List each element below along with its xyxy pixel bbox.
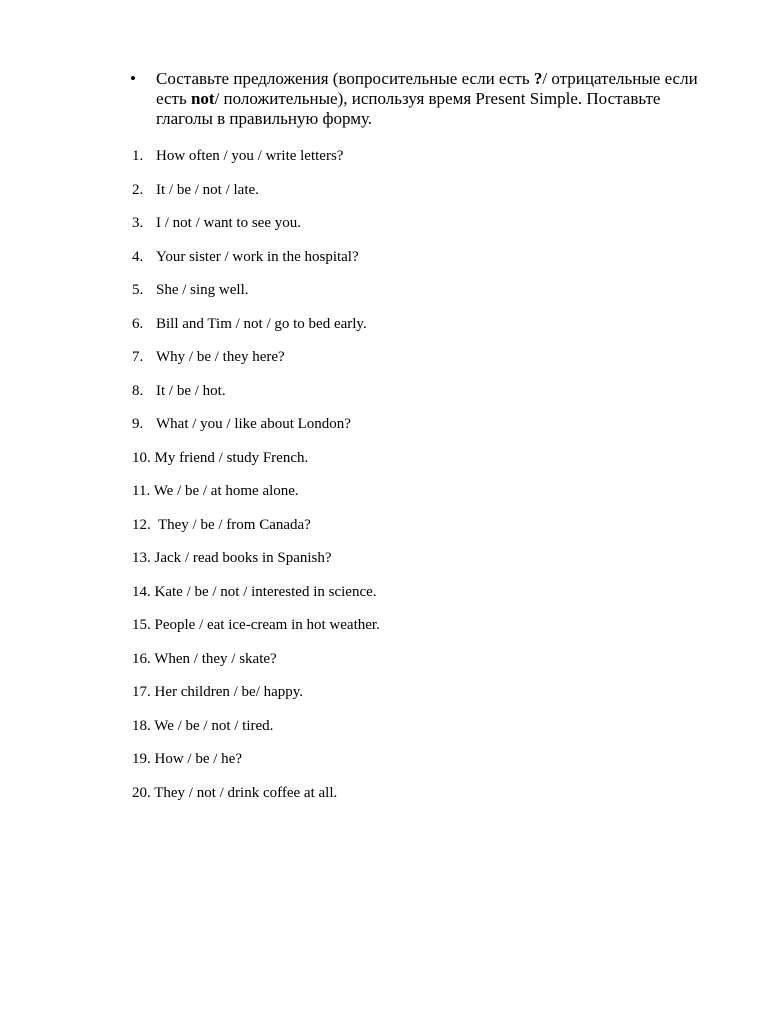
- task-text: When / they / skate?: [154, 650, 277, 667]
- task-text: How often / you / write letters?: [156, 148, 344, 164]
- task-number: 19.: [132, 751, 151, 767]
- task-item: [132, 381, 732, 415]
- task-item: [132, 314, 732, 348]
- task-text: How / be / he?: [154, 751, 242, 767]
- task-item: [132, 146, 732, 180]
- task-item: [132, 749, 732, 783]
- task-item: [132, 615, 732, 649]
- task-text: Bill and Tim / not / go to bed early.: [156, 315, 367, 332]
- task-text: Jack / read books in Spanish?: [154, 550, 332, 566]
- instruction-text: [156, 69, 710, 129]
- task-list: [132, 146, 732, 816]
- instruction-part-1: Составьте предложения (вопросительные если есть: [156, 69, 534, 88]
- question-mark-bold: ?: [533, 69, 543, 88]
- task-item: [132, 347, 732, 381]
- task-number: 6.: [132, 315, 144, 332]
- instruction-part-3: / положительные), используя время Present Simple. Поставьте глаголы в правильную форму.: [156, 89, 661, 128]
- task-number: 9.: [132, 416, 144, 432]
- task-item: [132, 481, 732, 515]
- bullet-point: •: [130, 69, 136, 88]
- task-text: She / sing well.: [156, 282, 249, 298]
- task-number: 1.: [132, 148, 144, 164]
- task-text: What / you / like about London?: [156, 416, 351, 432]
- task-number: 7.: [132, 349, 144, 365]
- task-number: 4.: [132, 248, 144, 265]
- task-text: Why / be / they here?: [156, 349, 285, 365]
- task-item: [132, 180, 732, 214]
- task-text: They / be / from Canada?: [154, 516, 311, 533]
- not-word-bold: not: [190, 89, 215, 108]
- task-item: [132, 716, 732, 750]
- task-number: 10.: [132, 449, 151, 466]
- task-item: [132, 247, 732, 281]
- task-item: [132, 582, 732, 616]
- task-item: [132, 414, 732, 448]
- task-number: 15.: [132, 617, 151, 633]
- task-text: We / be / at home alone.: [153, 483, 299, 499]
- task-number: 8.: [132, 382, 144, 399]
- task-number: 20.: [132, 784, 151, 801]
- task-item: [132, 448, 732, 482]
- task-number: 3.: [132, 215, 144, 231]
- task-number: 18.: [132, 717, 151, 734]
- task-item: [132, 783, 732, 817]
- task-number: 12.: [132, 516, 151, 533]
- task-text: I / not / want to see you.: [156, 215, 301, 231]
- task-text: They / not / drink coffee at all.: [154, 784, 338, 801]
- task-item: [132, 548, 732, 582]
- task-number: 11.: [132, 483, 151, 499]
- task-text: It / be / not / late.: [156, 181, 259, 198]
- task-item: [132, 280, 732, 314]
- task-number: 14.: [132, 583, 151, 600]
- task-item: [132, 213, 732, 247]
- task-number: 13.: [132, 550, 151, 566]
- instruction-part-2: / отрицательные если есть: [156, 69, 698, 108]
- task-text: It / be / hot.: [156, 382, 226, 399]
- task-item: [132, 682, 732, 716]
- task-number: 16.: [132, 650, 151, 667]
- instruction-paragraph: [130, 69, 710, 129]
- task-number: 17.: [132, 684, 151, 700]
- task-text: Your sister / work in the hospital?: [156, 248, 359, 265]
- task-item: [132, 649, 732, 683]
- task-number: 5.: [132, 282, 144, 298]
- task-text: Kate / be / not / interested in science.: [154, 583, 377, 600]
- task-text: Her children / be/ happy.: [154, 684, 304, 700]
- task-text: We / be / not / tired.: [154, 717, 274, 734]
- task-text: People / eat ice-cream in hot weather.: [154, 617, 380, 633]
- task-item: [132, 515, 732, 549]
- task-text: My friend / study French.: [154, 449, 309, 466]
- task-number: 2.: [132, 181, 144, 198]
